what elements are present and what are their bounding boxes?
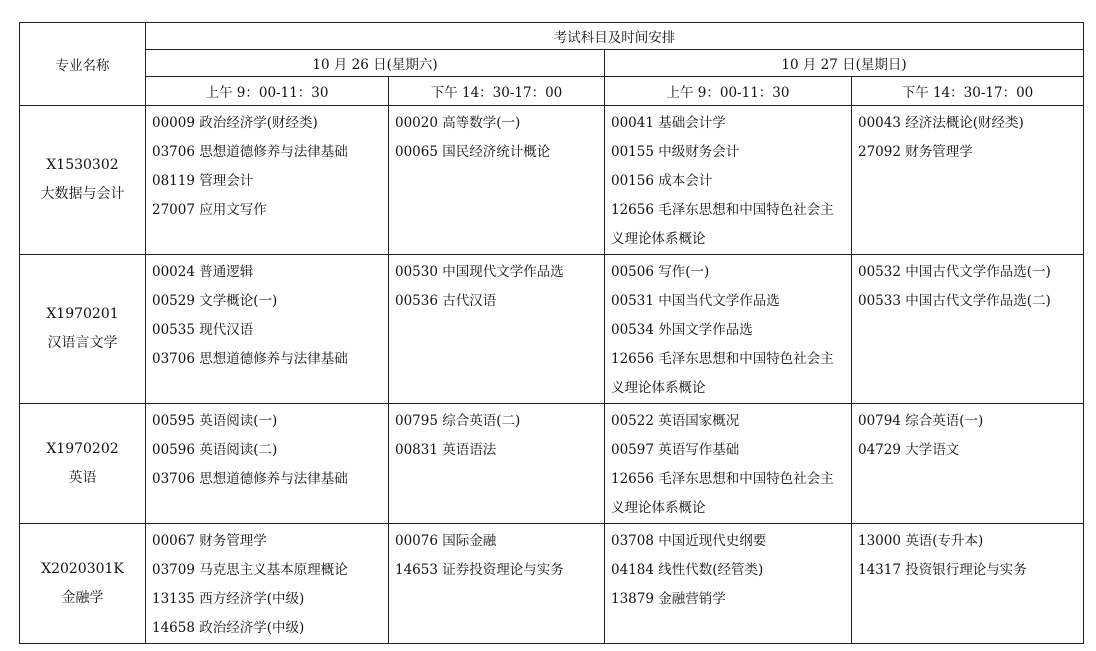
subject-line: 00155 中级财务会计 <box>611 144 740 160</box>
subject-line: 03706 思想道德修养与法律基础 <box>152 351 348 367</box>
major-name: 大数据与会计 <box>40 186 125 202</box>
table-row <box>20 255 1084 404</box>
subject-line: 03706 思想道德修养与法律基础 <box>152 471 348 487</box>
subjects-cell <box>146 255 389 404</box>
major-code: X2020301K <box>41 560 124 577</box>
subject-line: 14317 投资银行理论与实务 <box>858 562 1027 578</box>
subject-line: 00794 综合英语(一) <box>858 413 984 429</box>
subject-line: 00534 外国文学作品选 <box>611 322 753 338</box>
session-header: 上午 9：00-11：30 <box>146 77 389 106</box>
subject-line: 00596 英语阅读(二) <box>152 442 278 458</box>
subject-line: 00067 财务管理学 <box>152 533 267 549</box>
subjects-cell <box>389 524 605 644</box>
subject-line: 00795 综合英语(二) <box>395 413 521 429</box>
subjects-cell <box>852 404 1084 524</box>
subject-line: 00535 现代汉语 <box>152 322 254 338</box>
subject-line: 03706 思想道德修养与法律基础 <box>152 144 348 160</box>
subjects-cell <box>852 524 1084 644</box>
subject-line: 00531 中国当代文学作品选 <box>611 293 780 309</box>
subject-line: 00530 中国现代文学作品选 <box>395 264 564 280</box>
subject-line: 00043 经济法概论(财经类) <box>858 115 1024 131</box>
subject-line: 00009 政治经济学(财经类) <box>152 115 318 131</box>
subject-line: 义理论体系概论 <box>611 500 706 516</box>
subject-line: 00536 古代汉语 <box>395 293 497 309</box>
subject-line: 00595 英语阅读(一) <box>152 413 278 429</box>
major-code: X1970201 <box>46 306 119 322</box>
arrangement-header: 考试科目及时间安排 <box>146 23 1084 50</box>
subject-line: 00532 中国古代文学作品选(一) <box>858 264 1051 280</box>
day-header: 10 月 27 日(星期日) <box>605 50 1084 77</box>
subject-line: 12656 毛泽东思想和中国特色社会主 <box>611 202 834 218</box>
subjects-cell <box>605 255 852 404</box>
major-cell <box>20 404 146 524</box>
major-name: 金融学 <box>61 589 104 606</box>
subject-line: 00831 英语语法 <box>395 442 497 458</box>
subject-line: 12656 毛泽东思想和中国特色社会主 <box>611 351 834 367</box>
subject-line: 00020 高等数学(一) <box>395 115 521 131</box>
subject-line: 00597 英语写作基础 <box>611 442 740 458</box>
major-code: X1530302 <box>46 157 119 173</box>
table-row <box>20 106 1084 255</box>
subject-line: 00506 写作(一) <box>611 264 710 280</box>
subject-line: 04184 线性代数(经管类) <box>611 562 764 578</box>
subject-line: 00156 成本会计 <box>611 173 713 189</box>
subject-line: 00076 国际金融 <box>395 533 497 549</box>
subject-line: 27092 财务管理学 <box>858 144 973 160</box>
subject-line: 13135 西方经济学(中级) <box>152 591 305 607</box>
subjects-cell <box>146 404 389 524</box>
subject-line: 义理论体系概论 <box>611 380 706 396</box>
subject-line: 12656 毛泽东思想和中国特色社会主 <box>611 471 834 487</box>
subjects-cell <box>852 255 1084 404</box>
major-cell <box>20 524 146 644</box>
major-cell <box>20 106 146 255</box>
subjects-cell <box>389 106 605 255</box>
subject-line: 03709 马克思主义基本原理概论 <box>152 562 348 578</box>
subjects-cell <box>146 106 389 255</box>
session-header: 下午 14：30-17：00 <box>852 77 1084 106</box>
subject-line: 13879 金融营销学 <box>611 591 726 607</box>
subject-line: 27007 应用文写作 <box>152 202 267 218</box>
major-cell <box>20 255 146 404</box>
major-name: 汉语言文学 <box>47 335 118 351</box>
table-row <box>20 524 1084 644</box>
session-header: 上午 9：00-11：30 <box>605 77 852 106</box>
subject-line: 00065 国民经济统计概论 <box>395 144 551 160</box>
subject-line: 00522 英语国家概况 <box>611 413 740 429</box>
subject-line: 03708 中国近现代史纲要 <box>611 533 767 549</box>
subject-line: 00024 普通逻辑 <box>152 264 254 280</box>
subject-line: 08119 管理会计 <box>152 173 254 189</box>
subject-line: 13000 英语(专升本) <box>858 533 984 549</box>
subjects-cell <box>389 255 605 404</box>
subjects-cell <box>605 404 852 524</box>
subjects-cell <box>852 106 1084 255</box>
subject-line: 00529 文学概论(一) <box>152 293 278 309</box>
subject-line: 00041 基础会计学 <box>611 115 726 131</box>
subject-line: 04729 大学语文 <box>858 442 960 458</box>
major-name: 英语 <box>68 469 97 486</box>
table-row <box>20 404 1084 524</box>
subjects-cell <box>146 524 389 644</box>
major-code: X1970202 <box>46 440 119 457</box>
subject-line: 14653 证券投资理论与实务 <box>395 562 564 578</box>
subject-line: 00533 中国古代文学作品选(二) <box>858 293 1051 309</box>
subject-line: 14658 政治经济学(中级) <box>152 620 305 636</box>
session-header: 下午 14：30-17：00 <box>389 77 605 106</box>
subjects-cell <box>605 524 852 644</box>
exam-schedule-table <box>19 22 1084 644</box>
day-header: 10 月 26 日(星期六) <box>146 50 605 77</box>
subject-line: 义理论体系概论 <box>611 231 706 247</box>
subjects-cell <box>389 404 605 524</box>
major-header: 专业名称 <box>20 23 146 106</box>
subjects-cell <box>605 106 852 255</box>
